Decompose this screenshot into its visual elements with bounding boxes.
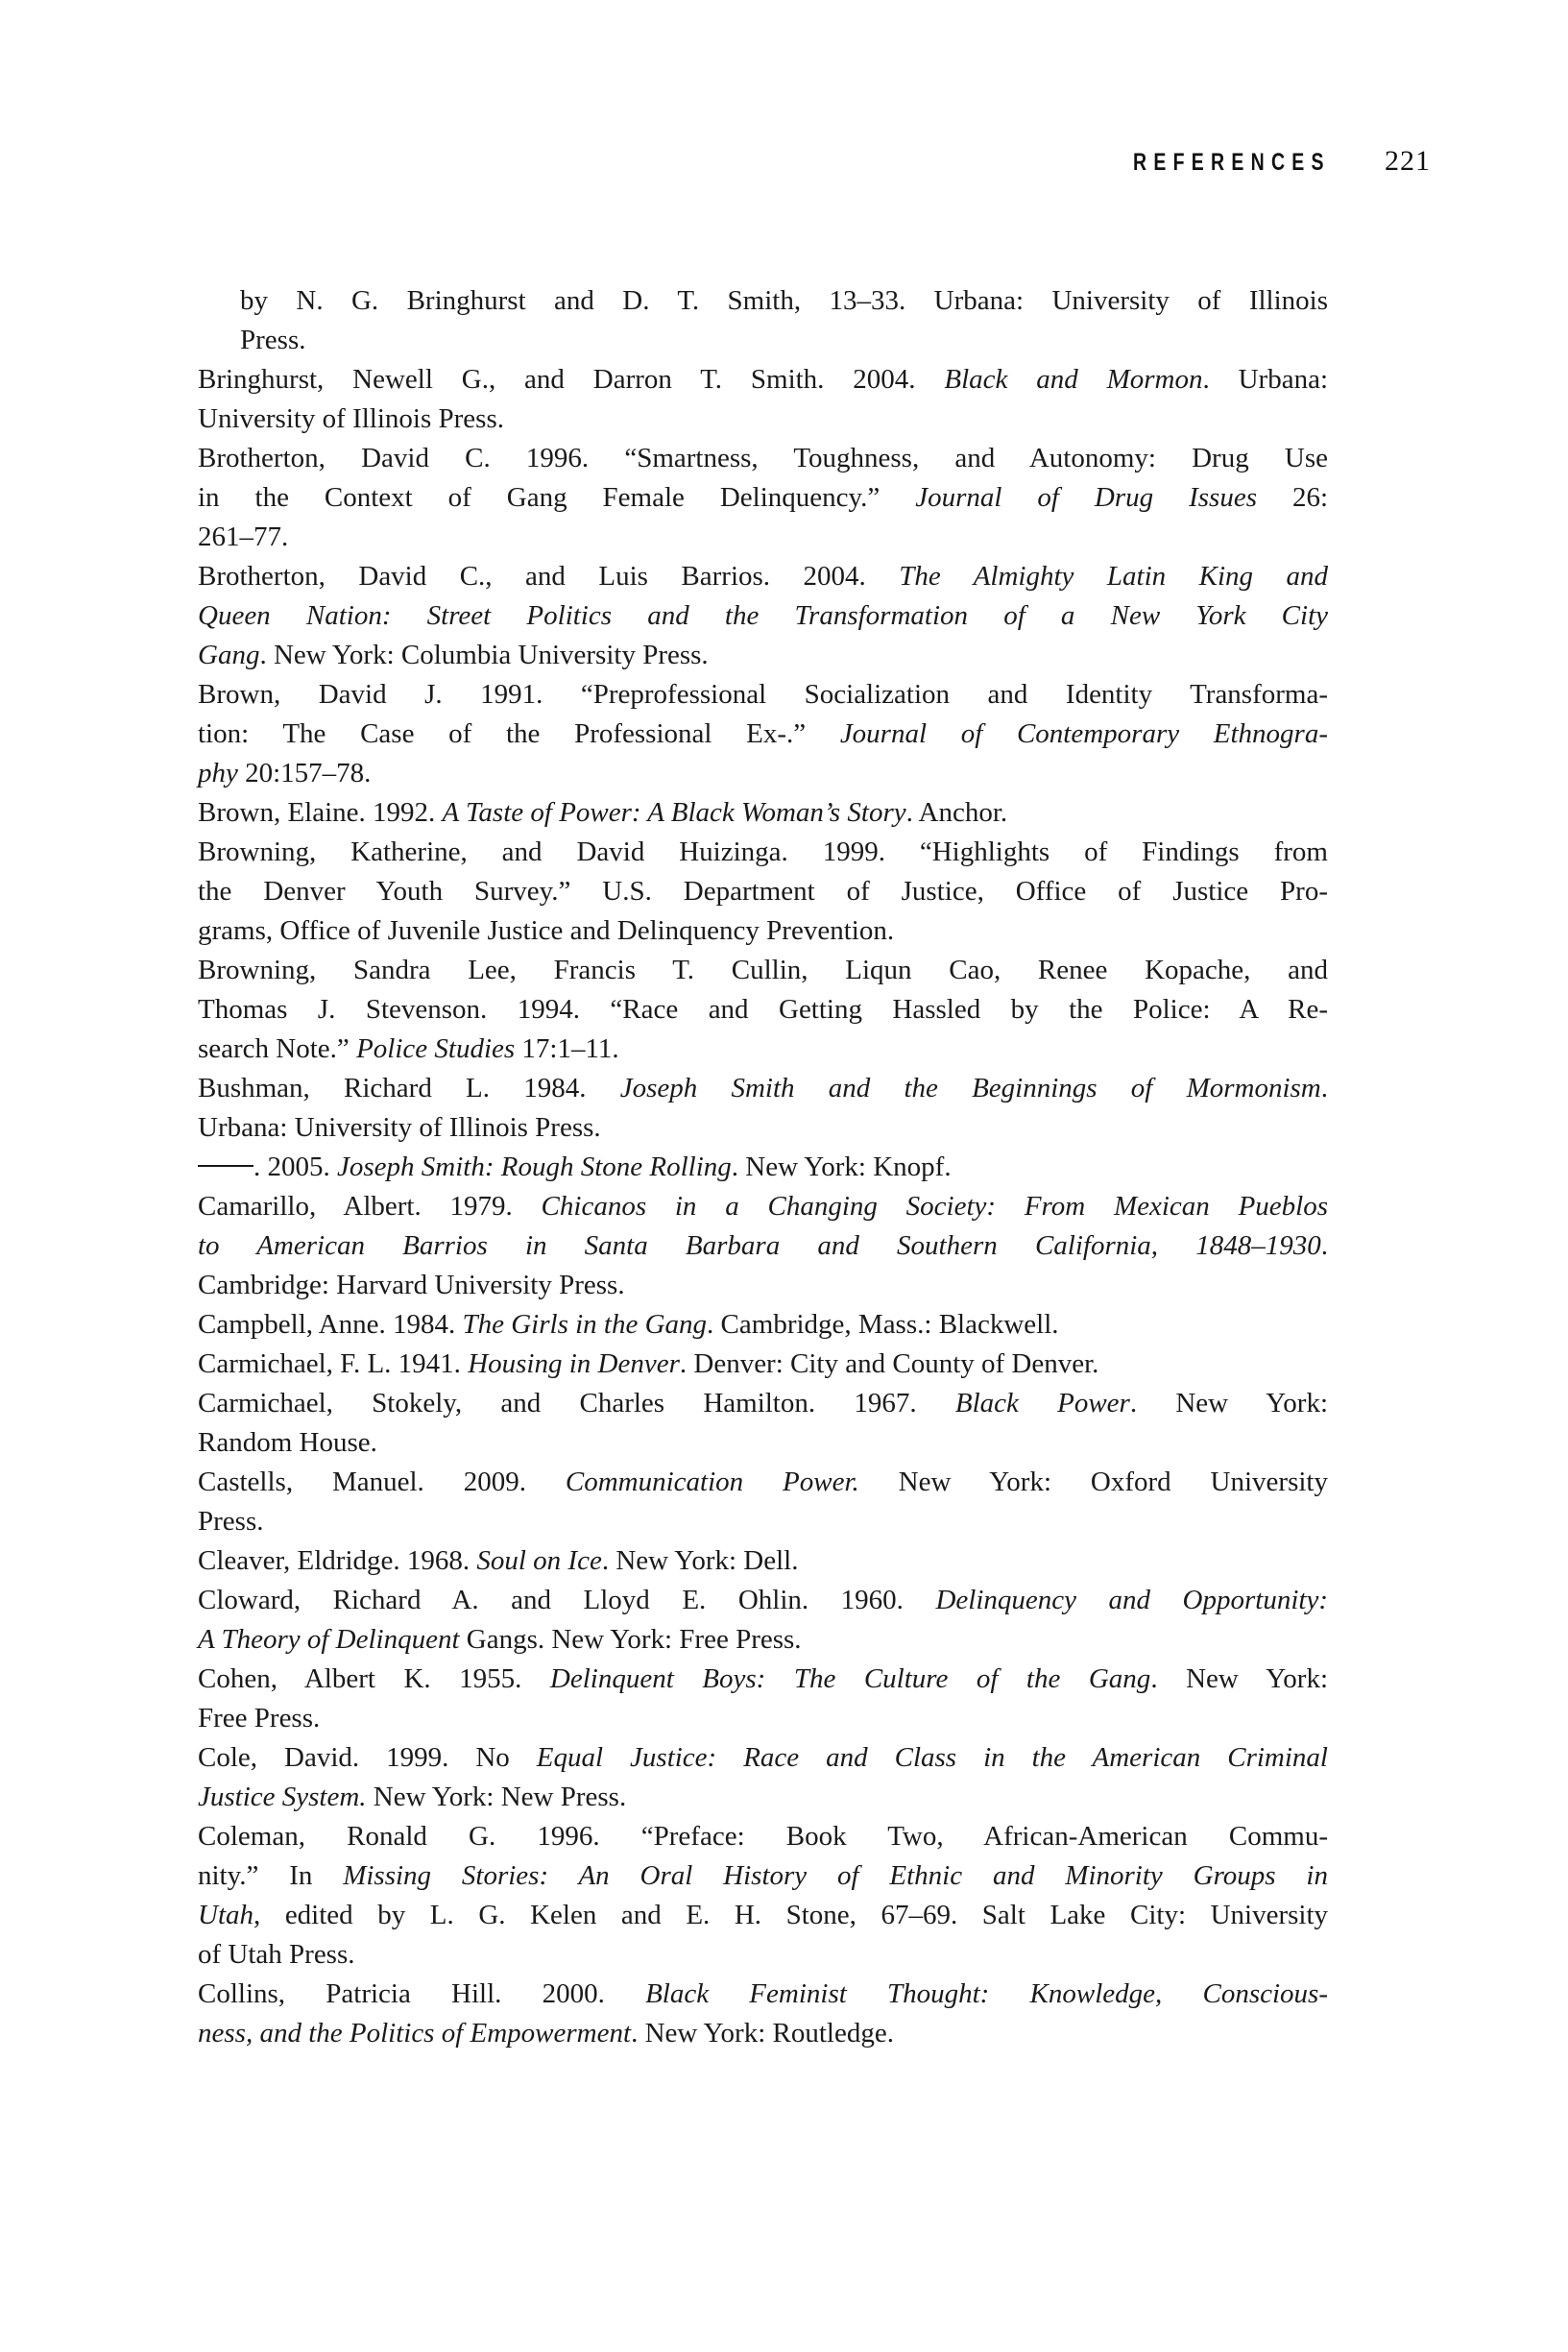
reference-text: 261–77. <box>198 521 289 552</box>
reference-text: . <box>1320 1230 1328 1261</box>
reference-text: . New York: <box>1129 1388 1329 1418</box>
reference-text: 26: <box>1256 482 1328 513</box>
reference-entry <box>198 557 1328 675</box>
reference-text: by N. G. Bringhurst and D. T. Smith, 13–33. Urbana: University of Illinois <box>240 285 1328 316</box>
reference-text: Cohen, Albert K. 1955. <box>198 1663 550 1694</box>
italic-title: Equal Justice: Race and Class in the American Criminal <box>536 1742 1328 1773</box>
italic-title: Chicanos in a Changing Society: From Mexican Pueblos <box>541 1191 1328 1222</box>
reference-text: Campbell, Anne. 1984. <box>198 1309 463 1340</box>
reference-line <box>198 1541 1328 1581</box>
reference-entry <box>198 1069 1328 1148</box>
reference-text: nity.” In <box>198 1860 344 1891</box>
reference-text: Brown, Elaine. 1992. <box>198 797 443 828</box>
reference-text: Brotherton, David C. 1996. “Smartness, Toughness, and Autonomy: Drug Use <box>198 443 1328 473</box>
reference-text: . New York: Dell. <box>601 1545 799 1576</box>
italic-title: Justice System. <box>198 1782 367 1812</box>
reference-line <box>198 557 1328 596</box>
reference-line <box>198 518 1328 557</box>
italic-title: A Theory of Delinquent <box>198 1624 460 1655</box>
reference-line <box>198 793 1328 833</box>
reference-text: , edited by L. G. Kelen and E. H. Stone, 67–69. Salt Lake City: University <box>253 1900 1328 1930</box>
italic-title: Queen Nation: Street Politics and the Transformation of a New York City <box>198 600 1328 631</box>
reference-line <box>198 1896 1328 1935</box>
italic-title: The Almighty Latin King and <box>899 561 1328 592</box>
reference-line <box>198 675 1328 715</box>
reference-entry <box>198 1975 1328 2053</box>
reference-entry <box>198 1384 1328 1463</box>
reference-text: . Cambridge, Mass.: Blackwell. <box>707 1309 1059 1340</box>
reference-text: Urbana: University of Illinois Press. <box>198 1112 601 1143</box>
reference-text: Collins, Patricia Hill. 2000. <box>198 1978 646 2009</box>
italic-title: Delinquent Boys: The Culture of the Gang <box>549 1663 1151 1694</box>
reference-entry <box>198 281 1328 360</box>
reference-text: Gangs. New York: Free Press. <box>459 1624 802 1655</box>
reference-text: Browning, Sandra Lee, Francis T. Cullin, Liqun Cao, Renee Kopache, and <box>198 955 1328 985</box>
reference-line <box>198 596 1328 636</box>
reference-text: Carmichael, F. L. 1941. <box>198 1348 469 1379</box>
reference-text: New York: New Press. <box>366 1782 627 1812</box>
italic-title: Journal of Drug Issues <box>915 482 1257 513</box>
reference-entry <box>198 1148 1328 1187</box>
reference-line <box>240 321 1328 360</box>
reference-text: . New York: <box>1150 1663 1329 1694</box>
reference-text: Castells, Manuel. 2009. <box>198 1467 566 1497</box>
reference-line <box>198 1423 1328 1463</box>
reference-line <box>198 1935 1328 1975</box>
reference-line <box>198 1581 1328 1620</box>
reference-entry <box>198 1305 1328 1345</box>
italic-title: phy <box>198 758 238 788</box>
reference-line <box>240 1148 1328 1187</box>
italic-title: Missing Stories: An Oral History of Ethnic and Minority Groups in <box>343 1860 1328 1891</box>
reference-text: . Anchor. <box>905 797 1008 828</box>
same-author-dash <box>198 1165 253 1167</box>
reference-entry <box>198 1738 1328 1817</box>
reference-line <box>198 1778 1328 1817</box>
reference-text: Coleman, Ronald G. 1996. “Preface: Book Two, African-American Commu- <box>198 1821 1328 1852</box>
reference-text: . New York: Columbia University Press. <box>259 640 709 670</box>
reference-text: New York: Oxford University <box>858 1467 1328 1497</box>
reference-entry <box>198 1345 1328 1384</box>
reference-entry <box>198 439 1328 557</box>
reference-text: the Denver Youth Survey.” U.S. Department of Justice, Office of Justice Pro- <box>198 876 1328 907</box>
reference-line <box>198 715 1328 754</box>
reference-text: . Urbana: <box>1202 364 1328 395</box>
reference-text: Thomas J. Stevenson. 1994. “Race and Getting Hassled by the Police: A Re- <box>198 994 1328 1025</box>
reference-entry <box>198 1187 1328 1305</box>
reference-entry <box>198 675 1328 793</box>
reference-text: Press. <box>198 1506 264 1537</box>
italic-title: Black and Mormon <box>944 364 1203 395</box>
reference-line <box>198 1620 1328 1660</box>
italic-title: A Taste of Power: A Black Woman’s Story <box>442 797 906 828</box>
reference-entry <box>198 360 1328 439</box>
italic-title: Communication Power. <box>565 1467 859 1497</box>
reference-entry <box>198 1463 1328 1541</box>
reference-line <box>198 872 1328 911</box>
reference-line <box>198 360 1328 400</box>
reference-line <box>198 1975 1328 2014</box>
reference-line <box>198 2014 1328 2053</box>
reference-text: Press. <box>240 325 306 355</box>
italic-title: Gang <box>198 640 260 670</box>
reference-text: . 2005. <box>253 1152 337 1182</box>
reference-text: Carmichael, Stokely, and Charles Hamilton. 1967. <box>198 1388 955 1418</box>
reference-line <box>198 1660 1329 1699</box>
reference-line <box>198 400 1328 439</box>
reference-line <box>198 1817 1328 1856</box>
reference-line <box>198 911 1328 951</box>
reference-text: Brotherton, David C., and Luis Barrios. 2004. <box>198 561 900 592</box>
italic-title: Housing in Denver <box>468 1348 680 1379</box>
reference-line <box>198 439 1328 478</box>
reference-text: . New York: Routledge. <box>631 2018 894 2049</box>
reference-text: search Note.” <box>198 1033 357 1064</box>
reference-text: of Utah Press. <box>198 1939 355 1970</box>
reference-line <box>198 1187 1328 1226</box>
running-head: REFERENCES <box>1133 149 1331 176</box>
italic-title: Soul on Ice <box>476 1545 602 1576</box>
reference-line <box>198 1856 1328 1896</box>
italic-title: to American Barrios in Santa Barbara and Southern California, 1848–1930 <box>198 1230 1321 1261</box>
reference-text: Cambridge: Harvard University Press. <box>198 1270 625 1300</box>
reference-entry <box>198 833 1328 951</box>
reference-text: Brown, David J. 1991. “Preprofessional Socialization and Identity Transforma- <box>198 679 1328 710</box>
reference-line <box>198 1345 1328 1384</box>
reference-line <box>198 1502 1328 1541</box>
reference-line <box>198 1069 1328 1108</box>
reference-text: in the Context of Gang Female Delinquency.” <box>198 482 916 513</box>
italic-title: Joseph Smith and the Beginnings of Mormonism <box>619 1073 1321 1103</box>
italic-title: Journal of Contemporary Ethnogra- <box>839 718 1328 749</box>
reference-list <box>198 281 1328 2053</box>
reference-line <box>198 990 1328 1030</box>
italic-title: Joseph Smith: Rough Stone Rolling <box>337 1152 732 1182</box>
reference-text: 17:1–11. <box>515 1033 619 1064</box>
reference-line <box>198 1030 1328 1069</box>
reference-text: Camarillo, Albert. 1979. <box>198 1191 542 1222</box>
reference-text: Cloward, Richard A. and Lloyd E. Ohlin. 1960. <box>198 1585 936 1615</box>
reference-text: Bringhurst, Newell G., and Darron T. Smith. 2004. <box>198 364 945 395</box>
reference-line <box>198 951 1328 990</box>
reference-text: . New York: Knopf. <box>731 1152 952 1182</box>
reference-text: Random House. <box>198 1427 377 1458</box>
reference-text: . <box>1320 1073 1328 1103</box>
reference-entry <box>198 1581 1328 1660</box>
reference-line <box>198 1699 1328 1738</box>
italic-title: Police Studies <box>356 1033 516 1064</box>
reference-entry <box>198 1660 1328 1738</box>
reference-line <box>198 754 1328 793</box>
reference-line <box>198 1226 1328 1266</box>
reference-text: University of Illinois Press. <box>198 403 504 434</box>
reference-entry <box>198 951 1328 1069</box>
italic-title: Black Power <box>954 1388 1130 1418</box>
reference-line <box>198 1384 1329 1423</box>
reference-text: grams, Office of Juvenile Justice and Delinquency Prevention. <box>198 915 895 946</box>
reference-line <box>198 1463 1328 1502</box>
italic-title: The Girls in the Gang <box>462 1309 708 1340</box>
reference-text: Cole, David. 1999. No <box>198 1742 537 1773</box>
reference-entry <box>198 1817 1328 1975</box>
reference-line <box>198 636 1328 675</box>
reference-line <box>198 478 1328 518</box>
reference-line <box>198 1266 1328 1305</box>
reference-text: Browning, Katherine, and David Huizinga. 1999. “Highlights of Findings from <box>198 837 1328 867</box>
reference-entry <box>198 793 1328 833</box>
reference-line <box>240 281 1328 321</box>
reference-line <box>198 1305 1328 1345</box>
italic-title: Utah <box>198 1900 253 1930</box>
reference-text: Free Press. <box>198 1703 321 1734</box>
reference-line <box>198 1108 1328 1148</box>
reference-text: Bushman, Richard L. 1984. <box>198 1073 620 1103</box>
reference-line <box>198 833 1328 872</box>
reference-text: tion: The Case of the Professional Ex-.” <box>198 718 840 749</box>
reference-text: 20:157–78. <box>237 758 372 788</box>
italic-title: Black Feminist Thought: Knowledge, Conscious- <box>645 1978 1328 2009</box>
italic-title: ness, and the Politics of Empowerment <box>198 2018 632 2049</box>
reference-entry <box>198 1541 1328 1581</box>
reference-line <box>198 1738 1328 1778</box>
reference-text: . Denver: City and County of Denver. <box>679 1348 1099 1379</box>
page-number: 221 <box>1385 145 1431 177</box>
italic-title: Delinquency and Opportunity: <box>935 1585 1328 1615</box>
reference-text: Cleaver, Eldridge. 1968. <box>198 1545 477 1576</box>
